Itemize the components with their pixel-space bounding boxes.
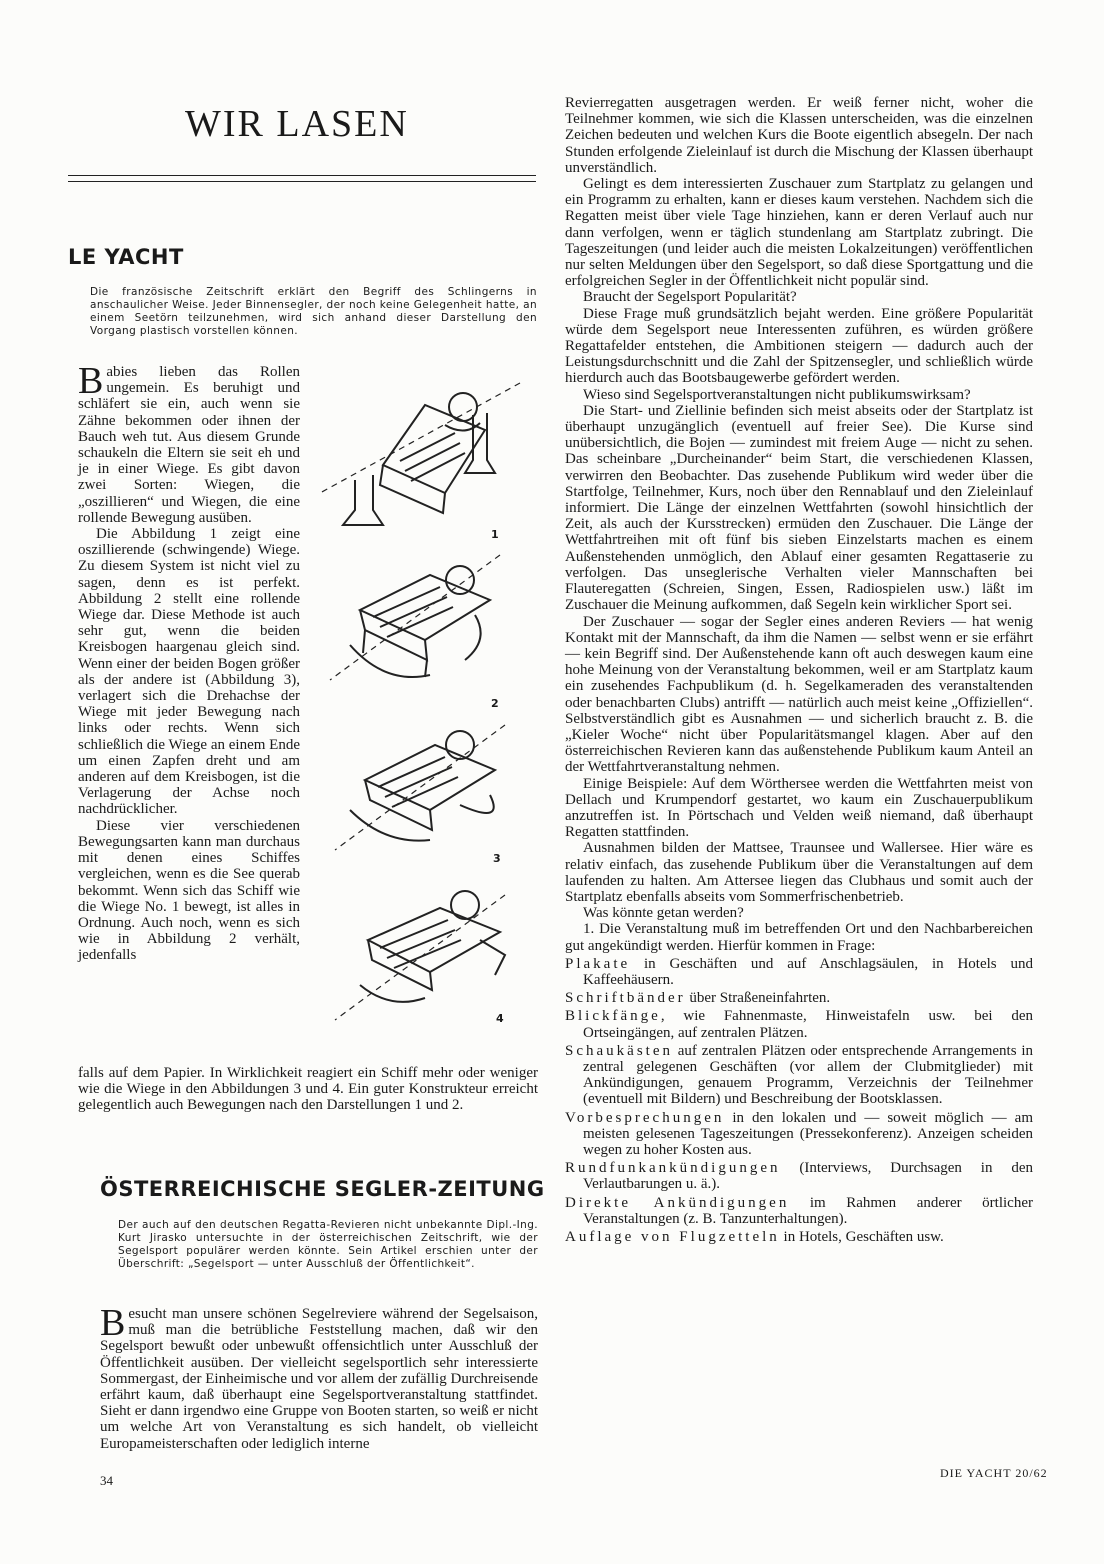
page-number: 34 bbox=[100, 1473, 113, 1488]
figure-4-label: 4 bbox=[496, 1012, 504, 1025]
article2-paragraph-1: esucht man unsere schönen Segelreviere während der Segelsaison, muß man die betrübliche Feststellung machen, daß wir den Segelsport bewußt oder unbewußt offensichtlich unter Ausschluß der Öffentlichkeit ausüben. Der vielleicht segelsportlich sehr interessierte Sommergast, der Einheimische und vor allem der zufällig Durchreisende erfährt kaum, daß überhaupt eine Segelsportveranstaltung stattfindet. Sieht er dann irgendwo eine Gruppe von Booten starten, so weiß er nicht um welche Art von Veranstaltung es sich handelt, ob vielleicht Europameisterschaften oder lediglich interne bbox=[100, 1306, 538, 1452]
article1-paragraph-3: Diese vier verschiedenen Bewegungsarten kann man durchaus mit denen eines Schiffes vergleichen, wenn es die See querab bekommt. Wenn sich das Schiff wie die Wiege No. 1 bewegt, ist alles in Ordnung. Auch noch, wenn es sich wie in Abbildung 2 verhält, jedenfalls bbox=[78, 817, 300, 964]
right-paragraph-1: Revierregatten ausgetragen werden. Er weiß ferner nicht, woher die Teilnehmer kommen, wie sich die Klassen unterscheiden, was die einzelnen Zeichen bedeuten und welchen Kurs die Boote eigentlich absegeln. Der nach Stunden erfolgende Zieleinlauf ist durch die Mischung der Klassen überhaupt unverständlich. bbox=[565, 95, 1033, 176]
figure-2-label: 2 bbox=[491, 697, 499, 710]
list-item: Direkte Ankündigungen im Rahmen anderer örtlicher Veranstaltungen (z. B. Tanzunterhaltungen). bbox=[565, 1194, 1033, 1227]
article1-paragraph-3-end: falls auf dem Papier. In Wirklichkeit reagiert ein Schiff mehr oder weniger wie die Wiege in den Abbildungen 3 und 4. Ein guter Konstrukteur erreicht gelegentlich auch Bewegungen nach den Darstellungen 1 und 2. bbox=[78, 1065, 538, 1114]
article1-intro: Die französische Zeitschrift erklärt den Begriff des Schlingerns in anschaulicher Weise. Jeder Binnensegler, der noch keine Gelegenheit hatte, an einem Seetörn teilzunehmen, wird sich anhand dieser Darstellung den Vorgang plastisch vorstellen können. bbox=[90, 286, 537, 337]
article2-dropcap: B bbox=[100, 1302, 126, 1344]
cradle-figure-4 bbox=[330, 880, 520, 1030]
article1-heading: LE YACHT bbox=[68, 245, 184, 269]
list-item: Rundfunkankündigungen (Interviews, Durchsagen in den Verlautbarungen u. ä.). bbox=[565, 1160, 1033, 1193]
right-question-3: Was könnte getan werden? bbox=[583, 905, 744, 922]
list-item: Schriftbänder über Straßeneinfahrten. bbox=[565, 990, 831, 1007]
article1-paragraph-2: Die Abbildung 1 zeigt eine oszillierende (schwingende) Wiege. Zu diesem System ist nicht viel zu sagen, denn es ist perfekt. Abbildung 2 stellt eine rollende Wiege dar. Diese Methode ist auch sehr gut, wenn die beiden Kreisbogen haargenau gleich sind. Wenn einer der beiden Bogen größer als der andere ist (Abbildung 3), verlagert sich die Drehachse der Wiege mit jeder Bewegung nach links oder rechts. Wenn sich schließlich die Wiege an einem Ende um einen Zapfen dreht und am anderen auf dem Kreisbogen, ist die Verlagerung der Achse noch nachdrücklicher. bbox=[78, 526, 300, 818]
article1-paragraph-1: abies lieben das Rollen ungemein. Es beruhigt und schläfert sie ein, auch wenn sie Zähne bekommen oder ihnen der Bauch weh tut. Aus diesem Grunde schaukeln die Eltern sie seit eh und je in einer Wiege. Es gibt davon zwei Sorten: Wiegen, die „oszillieren“ und Wiegen, die eine rollende Bewegung ausüben. bbox=[78, 364, 300, 526]
right-column bbox=[565, 95, 1033, 1245]
footer-source: DIE YACHT 20/62 bbox=[940, 1466, 1048, 1480]
right-question-2: Wieso sind Segelsportveranstaltungen nicht publikumswirksam? bbox=[583, 386, 971, 403]
article1-narrow-column bbox=[78, 360, 300, 964]
cradle-figure-2 bbox=[325, 545, 515, 695]
list-item: Vorbesprechungen in den lokalen und — soweit möglich — am meisten gelesenen Tageszeitungen (Pressekonferenz). Anzeigen scheiden wegen zu hoher Kosten aus. bbox=[565, 1109, 1033, 1158]
page-title: WIR LASEN bbox=[185, 103, 409, 145]
right-paragraph-6: Die Start- und Ziellinie befinden sich meist abseits oder der Startplatz ist überhaupt unzugänglich (eventuell auf freier See). Die Kurse sind unübersichtlich, die Bojen — zumindest mit freiem Auge — nicht zu sehen. Das scheinbare „Durcheinander“ beim Start, die verschiedenen Klassen, verwirren den Beobachter. Das zusehende Publikum wird weder über die Startfolge, Teilnehmer, Kurs, noch über den Rennablauf und den Zieleinlauf informiert. Die Länge der einzelnen Wettfahrten (sowohl hinsichtlich der Zeit, als auch der Kursstrecken) ermüden den Zuschauer. Die Länge der Wettfahrtreihen mit oft fünf bis sieben Einzelstarts machen es einem Außenstehenden unmöglich, den Ablauf einer gesamten Regattaserie zu verfolgen. Das unseglerische Verhalten vieler Mannschaften bei Flauteregatten (Schreien, Singen, Essen, Radiospielen usw.) läßt im Zuschauer die Meinung aufkommen, daß Segeln kein wirklicher Sport sei. bbox=[565, 402, 1033, 614]
title-rule-top bbox=[68, 175, 536, 176]
list-item: Blickfänge, wie Fahnenmaste, Hinweistafeln usw. bei den Ortseingängen, auf zentralen Plätzen. bbox=[565, 1008, 1033, 1041]
right-paragraph-4: Diese Frage muß grundsätzlich bejaht werden. Eine größere Popularität würde dem Segelsport neue Interessenten zuführen, es würden größere Regattafelder entstehen, die Ambitionen steigern — dadurch auch der Leistungsdurchschnitt und die Zahl der Spitzensegler, und schließlich würde hierdurch auch das Bootsbaugewerbe gefördert werden. bbox=[565, 305, 1033, 387]
right-paragraph-7: Der Zuschauer — sogar der Segler eines anderen Reviers — hat wenig Kontakt mit der Mannschaft, da ihm die Namen — selbst wenn er sie erfährt — kein Begriff sind. Der Außenstehende kann oft auch deswegen kaum eine hohe Meinung von der Veranstaltung bekommen, weil er am Startplatz kaum ein zusehendes Fachpublikum (d. h. Segelkameraden des veranstaltenden oder benachbarten Clubs) antrifft — natürlich auch meist keine „Offiziellen“. Selbstverständlich gibt es Ausnahmen — und sicherlich braucht z. B. die „Kieler Woche“ nicht über Popularitätsmangel klagen. Aber auf den österreichischen Revieren kann das außenstehende Publikum kaum Anteil an der Wettfahrtveranstaltung nehmen. bbox=[565, 613, 1033, 776]
article1-wide-column bbox=[78, 1065, 538, 1114]
article2-heading: ÖSTERREICHISCHE SEGLER-ZEITUNG bbox=[100, 1177, 545, 1201]
cradle-figure-3 bbox=[330, 715, 520, 865]
figure-1-label: 1 bbox=[491, 528, 499, 541]
article1-dropcap: B bbox=[78, 360, 104, 402]
title-rule-bottom bbox=[68, 181, 536, 182]
list-item: Schaukästen auf zentralen Plätzen oder entsprechende Arrangements in zentral gelegenen Geschäften (vor allem der Clubmitglieder) mit Ankündigungen, genauem Programm, Verzeichnis der Teilnehmer (eventuell mit Bildern) und Beschreibung der Bootsklassen. bbox=[565, 1042, 1033, 1108]
right-paragraph-11: 1. Die Veranstaltung muß im betreffenden Ort und den Nachbarbereichen gut angekündigt werden. Hierfür kommen in Frage: bbox=[565, 921, 1033, 954]
right-question-1: Braucht der Segelsport Popularität? bbox=[583, 289, 797, 306]
right-paragraph-9: Ausnahmen bilden der Mattsee, Traunsee und Wallersee. Hier wäre es relativ einfach, das zusehende Publikum über die Veranstaltungen auf dem laufenden zu halten. Am Attersee liegen das Clubhaus und somit auch der Startplatz ebenfalls abseits vom Sommerfrischenbetrieb. bbox=[565, 840, 1033, 905]
article2-intro: Der auch auf den deutschen Regatta-Revieren nicht unbekannte Dipl.-Ing. Kurt Jirasko untersuchte in der österreichischen Zeitschrift, wie der Segelsport populärer werden könnte. Sein Artikel erschien unter der Überschrift: „Segelsport — unter Ausschluß der Öffentlichkeit“. bbox=[118, 1219, 538, 1270]
cradle-figure-1 bbox=[315, 375, 530, 535]
list-item: Auflage von Flugzetteln in Hotels, Geschäften usw. bbox=[565, 1229, 944, 1246]
list-item: Plakate in Geschäften und auf Anschlagsäulen, in Hotels und Kaffeehäusern. bbox=[565, 955, 1033, 988]
article2-column bbox=[100, 1302, 538, 1452]
right-paragraph-2: Gelingt es dem interessierten Zuschauer zum Startplatz zu gelangen und ein Programm zu erhalten, kann er dieses kaum verstehen. Nachdem sich die Regatten meist über viele Tage hinziehen, kann er deren Verlauf auch nur dann verfolgen, wenn er täglich stundenlang am Startplatz zubringt. Die Tageszeitungen (und leider auch die meisten Lokalzeitungen) veröffentlichen nur selten Meldungen über den Segelsport, so daß diese Sportgattung und die erfolgreichen Segler in der Öffentlichkeit nicht populär sind. bbox=[565, 176, 1033, 290]
right-paragraph-8: Einige Beispiele: Auf dem Wörthersee werden die Wettfahrten meist von Dellach und Krumpendorf gestartet, wo kaum ein Zuschauerpublikum anzutreffen ist. In Pörtschach und Velden weiß niemand, daß überhaupt Regatten stattfinden. bbox=[565, 775, 1033, 841]
figure-3-label: 3 bbox=[493, 852, 501, 865]
